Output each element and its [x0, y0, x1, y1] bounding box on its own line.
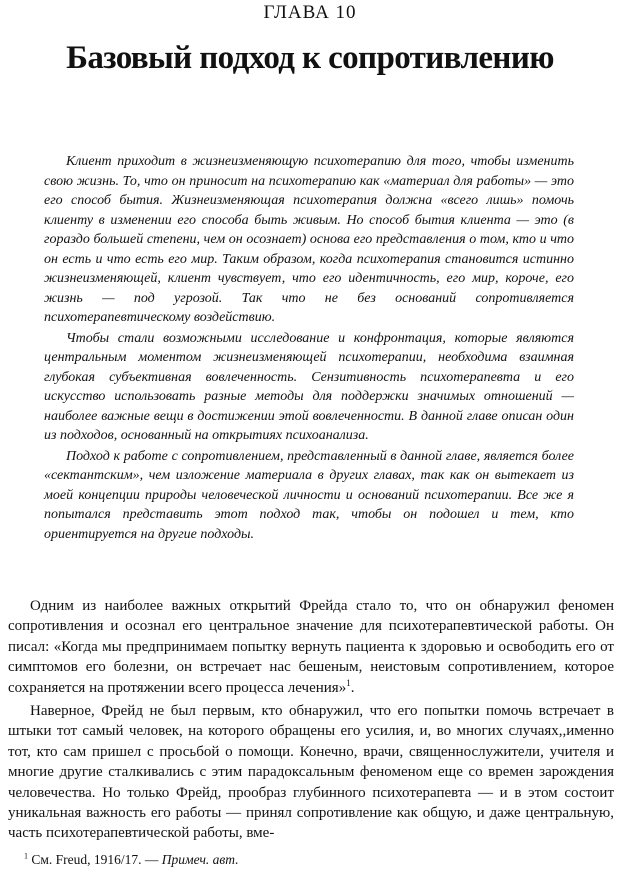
- body-paragraph-end: .: [350, 679, 355, 696]
- body-text: [8, 596, 614, 844]
- epigraph-paragraph: Подход к работе с сопротивлением, представленный в данной главе, является более «сектантским», чем изложение материала в других главах, так как он вытекает из моей концепции природы человеческой личности и оснований психотерапии. Все же я попытался представить этот подход так, чтобы он подошел и тем, кто ориентируется на другие подходы.: [44, 448, 574, 542]
- footnote-text: См. Freud, 1916/17. —: [28, 852, 162, 867]
- epigraph: [44, 152, 574, 545]
- body-paragraph: [8, 596, 614, 698]
- chapter-label: ГЛАВА 10: [263, 2, 357, 23]
- epigraph-paragraph: Чтобы стали возможными исследование и конфронтация, которые являются центральным моментом жизнеизменяющей психотерапии, необходима взаимная глубокая субъективная вовлеченность. Сензитивность психотерапевта и его искусство использовать разные методы для поддержки значимых отношений — наиболее важные вещи в достижении этой вовлеченности. В данной главе описан один из подходов, основанный на открытиях психоанализа.: [44, 330, 574, 443]
- footnote-reference: 1: [346, 677, 351, 688]
- body-paragraph: Наверное, Фрейд не был первым, кто обнаружил, что его попытки помочь встречает в штыки тот самый человек, на которого обращены его усилия, и, во многих случаях,,именно тот, кто сам пришел с просьбой о помощи. Конечно, врачи, священнослужители, учителя и многие другие сталкивались с этим парадоксальным феноменом еще со времен зарождения человечества. Но только Фрейд, прообраз глубинного психотерапевта — и в этом состоит уникальная важность его работы — принял сопротивление как общую, и даже центральную, часть психотерапевтической работы, вме-: [8, 703, 614, 842]
- body-paragraph-text: Одним из наиболее важных открытий Фрейда стало то, что он обнаружил феномен сопротивления и осознал его центральное значение для психотерапевтической работы. Он писал: «Когда мы предпринимаем попытку вернуть пациента к здоровью и освободить его от симптомов его болезни, он встречает нас бешеным, неистовым сопротивлением, которое сохраняется на протяжении всего процесса лечения»: [8, 598, 614, 696]
- epigraph-paragraph: Клиент приходит в жизнеизменяющую психотерапию для того, чтобы изменить свою жизнь. То, что он приносит на психотерапию как «материал для работы» — это его способ бытия. Жизнеизменяющая психотерапия должна «всего лишь» помочь клиенту в изменении его способа быть живым. Но способ бытия клиента — это (в гораздо большей степени, чем он осознает) основа его представления о том, кто и что он есть и что есть его мир. Таким образом, когда психотерапия становится истинно жизнеизменяющей, клиент чувствует, что его идентичность, его мир, короче, его жизнь — под угрозой. Так что не без оснований сопротивляется психотерапевтическому воздействию.: [44, 154, 574, 325]
- footnote: [24, 852, 239, 868]
- footnote-marker: 1: [24, 851, 28, 861]
- footnote-note: Примеч. авт.: [161, 852, 239, 867]
- chapter-title: Базовый подход к сопротивлению: [66, 40, 554, 76]
